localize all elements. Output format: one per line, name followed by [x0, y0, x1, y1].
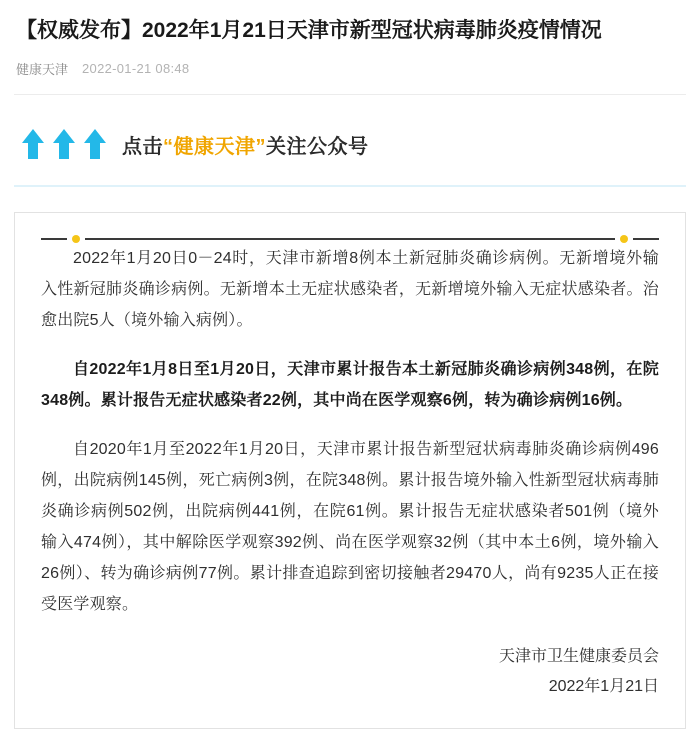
signature-date: 2022年1月21日	[548, 678, 659, 695]
meta-divider	[14, 94, 686, 95]
ornament-dot-left	[72, 235, 80, 243]
article-date: 2022-01-21 08:48	[82, 61, 190, 76]
signature	[41, 642, 659, 702]
follow-text-prefix: 点击	[122, 135, 163, 158]
page-title: 【权威发布】2022年1月21日天津市新型冠状病毒肺炎疫情情况	[16, 19, 602, 42]
signature-org: 天津市卫生健康委员会	[498, 648, 659, 665]
content-card	[14, 212, 686, 729]
banner-rule	[14, 185, 686, 187]
ornament-dash-right	[633, 238, 659, 240]
paragraph: 自2022年1月8日至1月20日，天津市累计报告本土新冠肺炎确诊病例348例，在院348例。累计报告无症状感染者22例，其中尚在医学观察6例，转为确诊病例16例。	[41, 361, 659, 409]
ornament-dot-right	[620, 235, 628, 243]
paragraph: 2022年1月20日0－24时，天津市新增8例本土新冠肺炎确诊病例。无新增境外输入性新冠肺炎确诊病例。无新增本土无症状感染者，无新增境外输入无症状感染者。治愈出院5人（境外输入病例）。	[41, 250, 659, 329]
follow-text	[122, 130, 369, 159]
paragraph: 自2020年1月至2022年1月20日，天津市累计报告新型冠状病毒肺炎确诊病例496例，出院病例145例，死亡病例3例，在院348例。累计报告境外输入性新型冠状病毒肺炎确诊病例502例，出院病例441例，在院61例。累计报告无症状感染者501例（境外输入474例），其中解除医学观察392例、尚在医学观察32例（其中本土6例，境外输入26例）、转为确诊病例77例。累计排查追踪到密切接触者29470人，尚有9235人正在接受医学观察。	[41, 441, 659, 613]
ornament-line	[85, 238, 615, 240]
ornament-dash-left	[41, 238, 67, 240]
arrow-group	[22, 129, 106, 159]
article-source: 健康天津	[16, 62, 69, 77]
up-arrow-icon	[22, 129, 44, 159]
up-arrow-icon	[84, 129, 106, 159]
follow-text-highlight: “健康天津”	[163, 135, 266, 158]
follow-text-suffix: 关注公众号	[266, 135, 369, 158]
follow-banner[interactable]	[14, 113, 686, 173]
article-meta	[14, 46, 686, 78]
up-arrow-icon	[53, 129, 75, 159]
ornament	[41, 235, 659, 243]
